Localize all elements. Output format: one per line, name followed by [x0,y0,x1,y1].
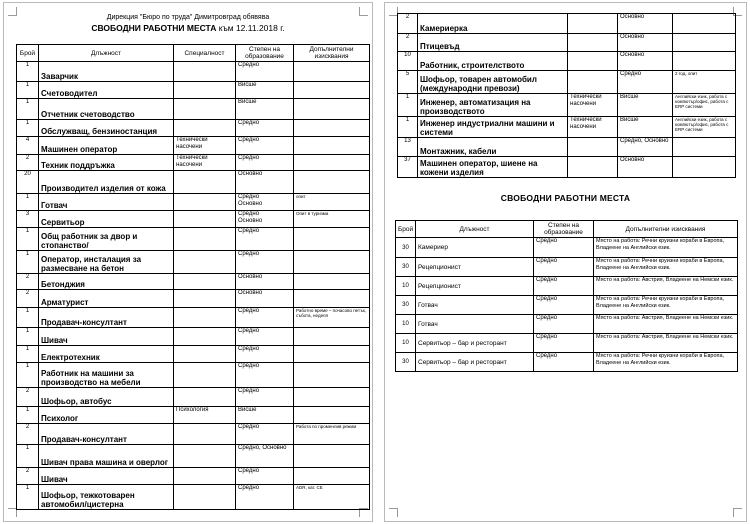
row-position: Продавач-консултант [39,308,174,328]
row-position: Рецепционист [416,258,534,277]
vacancies-table-continued-body [398,14,736,178]
row-count: 2 [17,424,39,445]
row-position: Готвач [416,296,534,315]
row-count: 37 [398,157,418,178]
row-extra [294,274,370,290]
row-position: Счетоводител [39,82,174,99]
row-specialty [568,52,618,71]
row-position: Оператор, инсталация за размесване на бетон [39,251,174,274]
row-position: Шивач права машина и оверлог [39,445,174,468]
row-extra [673,52,736,71]
vacancies-table-body [17,62,370,510]
row-specialty [174,363,236,388]
abroad-vacancies-table [395,220,738,372]
row-education: Средно, Основно [236,445,294,468]
row-count: 1 [17,445,39,468]
table-row [17,155,370,171]
row-position: Рецепционист [416,277,534,296]
table-row [17,485,370,510]
row-extra [294,155,370,171]
row-count: 1 [17,62,39,82]
row-position: Работник, строителството [418,52,568,71]
abroad-vacancies-table-body [396,238,738,372]
row-count: 1 [17,363,39,388]
row-count: 3 [17,211,39,228]
row-count: 1 [17,82,39,99]
row-position: Камериерка [418,14,568,34]
row-education: Основно [618,157,673,178]
row-extra: Работно време – почасово петък, събота, неделя [294,308,370,328]
row-extra [294,290,370,308]
header-specialty: Специалност [174,45,236,62]
row-count: 1 [398,117,418,138]
row-position: Продавач-консултант [39,424,174,445]
row-position: Готвач [416,315,534,334]
row-count: 1 [17,194,39,211]
row-education: Средно [236,308,294,328]
table-row [17,137,370,155]
row-position: Работник на машини за производство на мебели [39,363,174,388]
row-count: 1 [17,407,39,424]
table-row [17,251,370,274]
row-count: 1 [17,308,39,328]
page-title-date: към 12.11.2018 г. [218,23,285,33]
table-row [17,99,370,120]
row-position: Шофьор, автобус [39,388,174,407]
table-row [17,228,370,251]
row-specialty [174,194,236,211]
row-specialty [174,120,236,137]
row-position: Отчетник счетоводство [39,99,174,120]
header-position: Длъжност [416,221,534,238]
row-extra [673,157,736,178]
row-education: Средно [236,155,294,171]
row-specialty [174,485,236,510]
row-education: Средно [534,334,594,353]
document-page-left [3,2,373,522]
table-row [17,290,370,308]
row-extra [294,228,370,251]
row-education: Средно [618,71,673,94]
table-row [17,424,370,445]
row-extra [673,34,736,52]
row-position: Машинен оператор, шиене на кожени изделия [418,157,568,178]
table-row [398,157,736,178]
table-header-row [17,45,370,62]
row-position: Техник поддръжка [39,155,174,171]
vacancies-table [16,44,370,510]
row-extra [294,388,370,407]
table-row [398,52,736,71]
row-count: 1 [17,328,39,346]
page-corner-mark [733,508,742,517]
row-education: Основно [236,274,294,290]
header-education: Степен на образование [534,221,594,238]
row-education: Средно [236,388,294,407]
row-specialty [174,274,236,290]
row-education: Висше [236,82,294,99]
vacancies-table-continued [397,13,736,178]
row-extra [294,82,370,99]
row-specialty [174,99,236,120]
row-extra: Опит в туризма [294,211,370,228]
row-extra: Място на работа: Речни круизни кораби в Европа, Владеене на Английски език. [594,238,738,258]
row-count: 2 [17,274,39,290]
table-row [17,211,370,228]
table-row [17,62,370,82]
row-extra: 2 год. опит [673,71,736,94]
row-position: Готвач [39,194,174,211]
row-extra [294,62,370,82]
row-count: 30 [396,353,416,372]
row-position: Бетонджия [39,274,174,290]
table-row [396,238,738,258]
header-education: Степен на образование [236,45,294,62]
row-education: Средно [236,228,294,251]
row-extra: Място на работа: Речни круизни кораби в Европа, Владеене на Английски език. [594,353,738,372]
row-education: Средно, Основно [618,138,673,157]
row-education: Средно [236,251,294,274]
row-position: Птицевъд [418,34,568,52]
row-education: Средно [236,424,294,445]
row-education: Средно [534,296,594,315]
row-extra [294,171,370,194]
section-title: СВОБОДНИ РАБОТНИ МЕСТА [500,193,631,203]
row-count: 1 [17,251,39,274]
row-count: 2 [17,155,39,171]
table-row [398,34,736,52]
row-education: Средно Основно [236,211,294,228]
row-count: 2 [398,14,418,34]
organization-line: Дирекция "Бюро по труда" Димитровград обявява [106,14,270,21]
row-count: 2 [17,468,39,485]
row-count: 1 [17,120,39,137]
row-position: Камериер [416,238,534,258]
row-extra [673,14,736,34]
row-specialty: Технически насочени [174,155,236,171]
row-count: 10 [396,315,416,334]
row-position: Шивач [39,468,174,485]
table-row [17,468,370,485]
row-education: Средно [236,346,294,363]
row-count: 1 [398,94,418,117]
document-page-right [384,2,747,522]
row-position: Психолог [39,407,174,424]
table-header-row [396,221,738,238]
row-extra [294,99,370,120]
row-count: 4 [17,137,39,155]
row-count: 30 [396,258,416,277]
row-education: Основно [618,52,673,71]
table-row [396,353,738,372]
table-row [17,445,370,468]
header-extra: Допълнителни изисквания [594,221,738,238]
table-row [396,258,738,277]
row-education: Висше [236,407,294,424]
row-education: Средно [534,238,594,258]
row-specialty [174,468,236,485]
page-title-text: СВОБОДНИ РАБОТНИ МЕСТА [91,23,217,33]
row-extra [294,328,370,346]
table-row [17,363,370,388]
row-extra [294,120,370,137]
page-corner-mark [389,508,398,517]
row-position: Сервитьор – бар и ресторант [416,334,534,353]
row-position: Монтажник, кабели [418,138,568,157]
page-title [4,23,372,33]
row-extra [294,363,370,388]
row-count: 2 [17,290,39,308]
table-row [398,71,736,94]
row-education: Средно [236,363,294,388]
header-count: Брой [17,45,39,62]
row-extra: Място на работа: Речни круизни кораби в Европа, Владеене на Английски език. [594,258,738,277]
row-education: Висше [618,117,673,138]
row-count: 20 [17,171,39,194]
row-position: Сервитьор – бар и ресторант [416,353,534,372]
row-extra: Място на работа: Речни круизни кораби в Европа, Владеене на Английски език. [594,296,738,315]
table-row [17,308,370,328]
row-extra: Английски език, работа с компютър/офис, работа с ERP системи [673,117,736,138]
table-row [396,296,738,315]
row-education: Средно [236,328,294,346]
table-row [17,346,370,363]
row-education: Основно [236,290,294,308]
row-count: 2 [17,388,39,407]
row-position: Шофьор, тежкотоварен автомобил/цистерна [39,485,174,510]
row-extra: Работа по променлив режим [294,424,370,445]
row-specialty [174,171,236,194]
row-education: Основно [618,34,673,52]
row-extra: ADR, кат. CE [294,485,370,510]
row-count: 2 [398,34,418,52]
row-education: Средно [534,258,594,277]
row-specialty: Технически насочени [174,137,236,155]
row-count: 30 [396,238,416,258]
row-specialty [568,71,618,94]
row-position: Обслужващ, бензиностанция [39,120,174,137]
table-row [17,194,370,211]
row-count: 5 [398,71,418,94]
row-specialty [174,228,236,251]
row-count: 1 [17,228,39,251]
row-education: Средно [534,277,594,296]
row-specialty [174,290,236,308]
row-education: Основно [618,14,673,34]
row-extra: Място на работа: Австрия, Владеене на Немски език. [594,334,738,353]
row-extra: опит [294,194,370,211]
row-position: Шивач [39,328,174,346]
row-specialty [568,138,618,157]
row-extra: Място на работа: Австрия, Владеене на Немски език. [594,315,738,334]
row-count: 10 [398,52,418,71]
row-extra: Място на работа: Австрия, Владеене на Немски език. [594,277,738,296]
table-row [17,407,370,424]
row-extra [294,346,370,363]
row-count: 10 [396,277,416,296]
row-count: 1 [17,99,39,120]
table-row [17,120,370,137]
row-education: Висше [236,99,294,120]
table-row [17,171,370,194]
row-position: Арматурист [39,290,174,308]
table-row [396,315,738,334]
header-position: Длъжност [39,45,174,62]
row-specialty [174,388,236,407]
row-position: Инженер, автоматизация на производството [418,94,568,117]
row-specialty [174,424,236,445]
row-extra [294,407,370,424]
row-education: Средно [236,62,294,82]
row-education: Средно [236,120,294,137]
row-position: Производител изделия от кожа [39,171,174,194]
row-position: Инженер индустриални машини и системи [418,117,568,138]
row-education: Средно [236,485,294,510]
row-specialty [174,308,236,328]
row-education: Средно [534,353,594,372]
row-specialty: Технически насочени [568,117,618,138]
row-education: Основно [236,171,294,194]
header-extra: Допълнителни изисквания [294,45,370,62]
row-specialty [174,251,236,274]
row-education: Средно [236,468,294,485]
table-row [17,82,370,99]
table-row [398,138,736,157]
row-specialty [174,211,236,228]
header-count: Брой [396,221,416,238]
row-position: Общ работник за двор и стопанство/ [39,228,174,251]
row-position: Машинен оператор [39,137,174,155]
row-specialty [174,82,236,99]
row-count: 30 [396,296,416,315]
row-specialty: Психология [174,407,236,424]
row-extra [294,251,370,274]
row-position: Шофьор, товарен автомобил (международни превози) [418,71,568,94]
row-specialty [174,346,236,363]
table-row [398,94,736,117]
row-specialty [174,62,236,82]
row-count: 13 [398,138,418,157]
row-extra [294,445,370,468]
row-extra [673,138,736,157]
row-count: 1 [17,346,39,363]
table-row [17,328,370,346]
row-position: Сервитьор [39,211,174,228]
row-education: Средно [534,315,594,334]
row-count: 1 [17,485,39,510]
row-extra [294,137,370,155]
row-specialty [568,14,618,34]
table-row [398,117,736,138]
table-row [17,274,370,290]
row-specialty [174,328,236,346]
row-education: Висше [618,94,673,117]
row-count: 10 [396,334,416,353]
row-extra: Английски език, работа с компютър/офис, работа с ERP системи [673,94,736,117]
row-extra [294,468,370,485]
table-row [396,277,738,296]
table-row [396,334,738,353]
row-specialty: Технически насочени [568,94,618,117]
row-position: Електротехник [39,346,174,363]
table-row [17,388,370,407]
row-specialty [568,34,618,52]
row-education: Средно Основно [236,194,294,211]
row-specialty [174,445,236,468]
row-specialty [568,157,618,178]
row-position: Заварчик [39,62,174,82]
row-education: Средно [236,137,294,155]
table-row [398,14,736,34]
